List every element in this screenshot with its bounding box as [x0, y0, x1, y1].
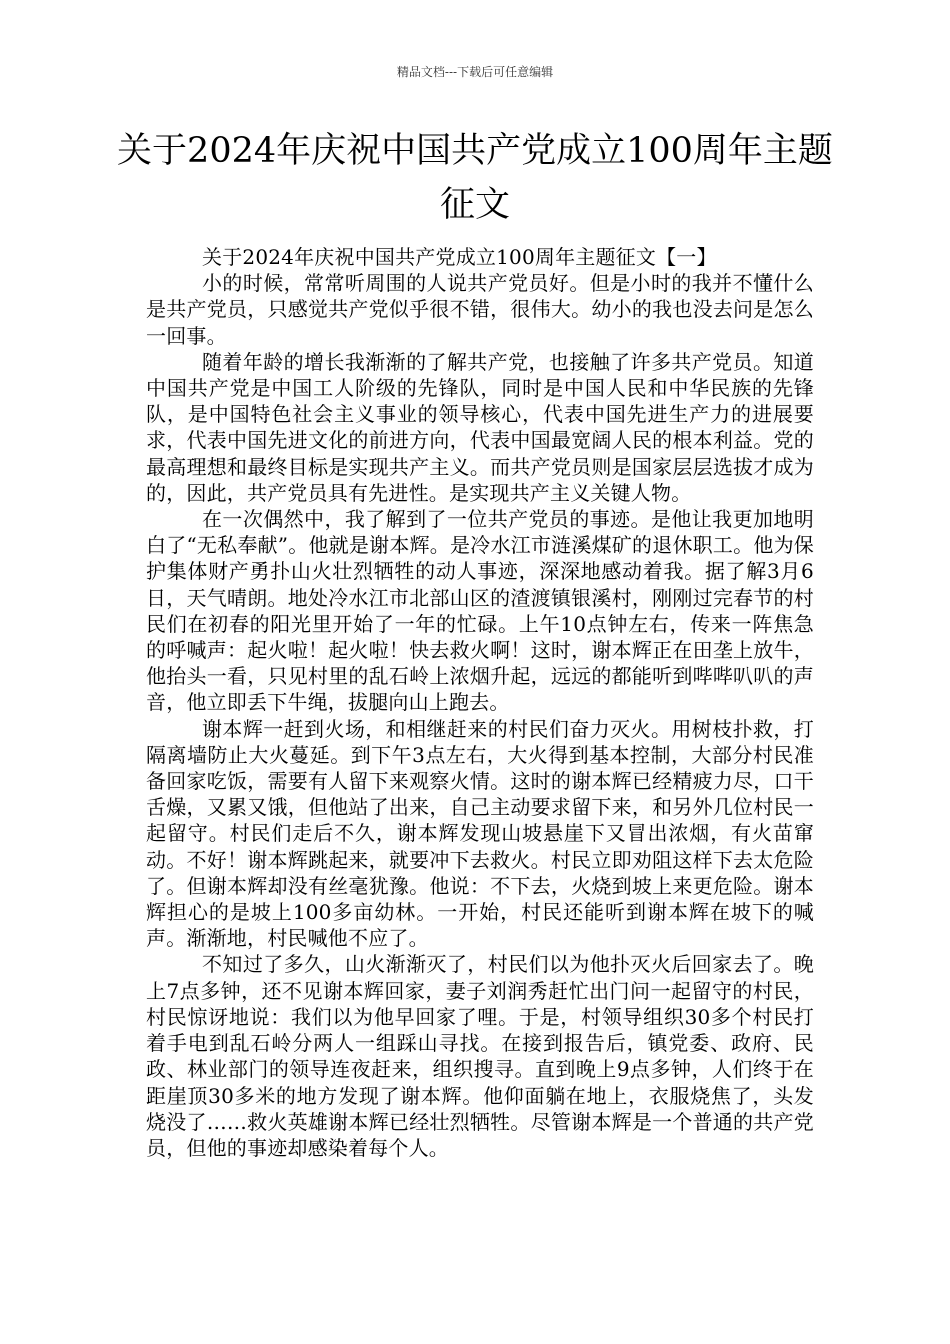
page-header: 精品文档---下载后可任意编辑 [396, 65, 554, 79]
paragraph: 小的时候，常常听周围的人说共产党员好。但是小时的我并不懂什么是共产党员，只感觉共产党似乎很不错，很伟大。幼小的我也没去问是怎么一回事。 [146, 271, 814, 348]
paragraph-subtitle: 关于2024年庆祝中国共产党成立100周年主题征文【一】 [202, 245, 717, 269]
paragraph: 不知过了多久，山火渐渐灭了，村民们以为他扑灭火后回家去了。晚上7点多钟，还不见谢本辉回家，妻子刘润秀赶忙出门问一起留守的村民，村民惊讶地说：我们以为他早回家了哩。于是，村领导组织30多个村民打着手电到乱石岭分两人一组踩山寻找。在接到报告后，镇党委、政府、民政、林业部门的领导连夜赶来，组织搜寻。直到晚上9点多钟，人们终于在距崖顶30多米的地方发现了谢本辉。他仰面躺在地上，衣服烧焦了，头发烧没了……救火英雄谢本辉已经壮烈牺牲。尽管谢本辉是一个普通的共产党员，但他的事迹却感染着每个人。 [146, 952, 814, 1160]
document-body [146, 244, 814, 1161]
paragraph: 随着年龄的增长我渐渐的了解共产党，也接触了许多共产党员。知道中国共产党是中国工人阶级的先锋队，同时是中国人民和中华民族的先锋队，是中国特色社会主义事业的领导核心，代表中国先进生产力的进展要求，代表中国先进文化的前进方向，代表中国最宽阔人民的根本利益。党的最高理想和最终目标是实现共产主义。而共产党员则是国家层层选拔才成为的，因此，共产党员具有先进性。是实现共产主义关键人物。 [146, 349, 814, 505]
paragraph: 在一次偶然中，我了解到了一位共产党员的事迹。是他让我更加地明白了“无私奉献”。他就是谢本辉。是冷水江市涟溪煤矿的退休职工。他为保护集体财产勇扑山火壮烈牺牲的动人事迹，深深地感动着我。据了解3月6日，天气晴朗。地处冷水江市北部山区的渣渡镇银溪村，刚刚过完春节的村民们在初春的阳光里开始了一年的忙碌。上午10点钟左右，传来一阵焦急的呼喊声：起火啦！起火啦！快去救火啊！这时，谢本辉正在田垄上放牛，他抬头一看，只见村里的乱石岭上浓烟升起，远远的都能听到哔哔叭叭的声音，他立即丢下牛绳，拔腿向山上跑去。 [146, 507, 814, 715]
document-title: 关于2024年庆祝中国共产党成立100周年主题征文 [117, 131, 833, 225]
paragraph: 谢本辉一赶到火场，和相继赶来的村民们奋力灭火。用树枝扑救，打隔离墙防止大火蔓延。到下午3点左右，大火得到基本控制，大部分村民准备回家吃饭，需要有人留下来观察火情。这时的谢本辉已经精疲力尽，口干舌燥，又累又饿，但他站了出来，自己主动要求留下来，和另外几位村民一起留守。村民们走后不久，谢本辉发现山坡悬崖下又冒出浓烟，有火苗窜动。不好！谢本辉跳起来，就要冲下去救火。村民立即劝阻这样下去太危险了。但谢本辉却没有丝毫犹豫。他说：不下去，火烧到坡上来更危险。谢本辉担心的是坡上100多亩幼林。一开始，村民还能听到谢本辉在坡下的喊声。渐渐地，村民喊他不应了。 [146, 716, 814, 951]
